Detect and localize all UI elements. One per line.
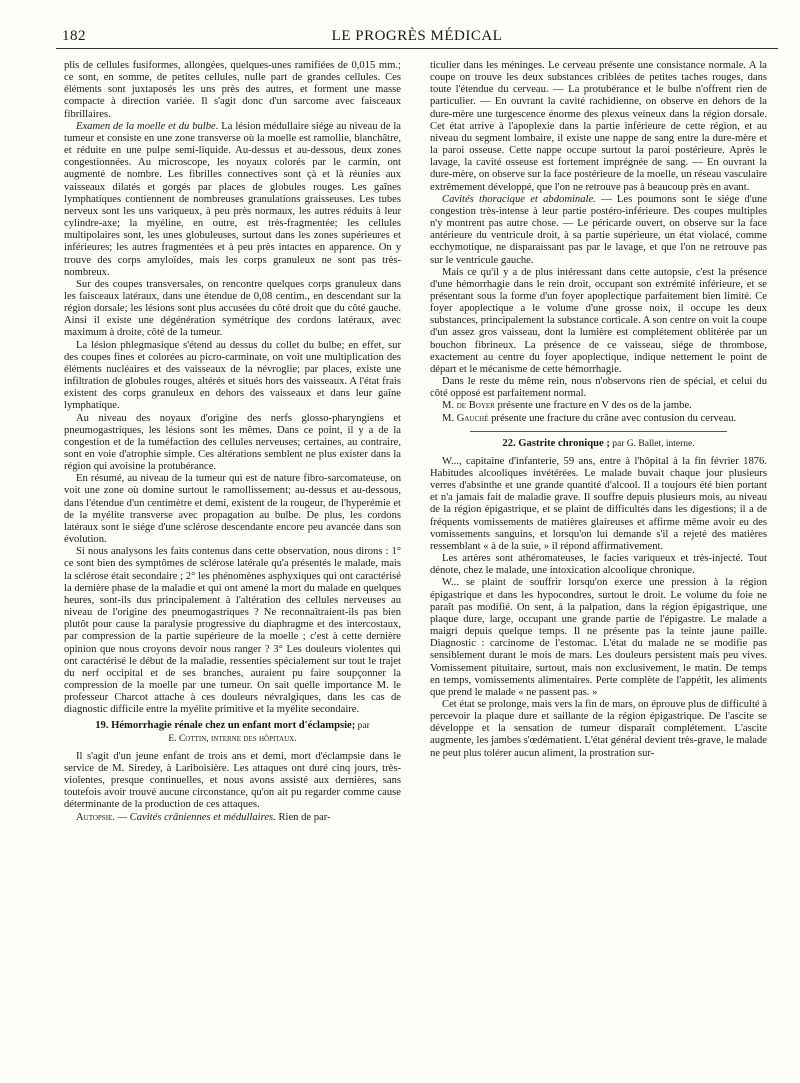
paragraph: Les artères sont athéromateuses, le facies variqueux et très-injecté. Tout dénote, chez le malade, une intoxication alcoolique chronique. <box>430 553 767 577</box>
section-title: 19. Hémorrhagie rénale chez un enfant mort d'éclampsie; <box>95 720 356 732</box>
paragraph-text: présente une fracture en V des os de la jambe. <box>494 400 692 412</box>
paragraph: W... se plaint de souffrir lorsqu'on exerce une pression à la région épigastrique et dans les hypocondres, surtout le droit. Le volume du foie ne paraît pas modifié. On sent, à la palpation, dans la région épigastrique, une plaque dure, large, occupant une grande partie de l'épigastre. Le malade a maigri depuis quelque temps. Il ne présente pas la teinte jaune paille. Diagnostic : carcinome de l'estomac. L'état du malade ne se modifie pas sensiblement durant le mois de mars. Les douleurs persistent mais peu vives. Vomissement pituitaire, surtout, mais non exclusivement, le matin. De temps en temps, vomissements alimentaires. Perte complète de l'appétit, les aliments que prend le malade « ne passent pas. » <box>430 577 767 698</box>
paragraph: plis de cellules fusiformes, allongées, quelques-unes ramifiées de 0,015 mm.; ce sont, en somme, de petites cellules, nulle part de grandes cellules. Ces éléments sont juxtaposés les uns près des autres, et forment une masse compacte à direction variée. Il s'agit donc d'un sarcome avec faisceaux fibrillaires. <box>64 60 401 120</box>
paragraph <box>64 121 401 279</box>
paragraph: Dans le reste du même rein, nous n'observons rien de spécial, et celui du côté opposé est parfaitement normal. <box>430 376 767 400</box>
run-in-subheading: — Cavités crâniennes et médullaires. <box>114 811 276 823</box>
paragraph <box>430 194 767 267</box>
presenter-name: M. de Boyer <box>442 400 495 412</box>
section-heading-22 <box>430 438 767 450</box>
run-in-heading: Autopsie. <box>76 811 115 823</box>
paragraph: Cet état se prolonge, mais vers la fin de mars, on éprouve plus de difficulté à percevoir la plaque dure et saillante de la région épigastrique. De l'ascite se développe et la sensation de tumeur disparaît complétement. L'ascite augmente, les jambes s'œdématient. L'état général devient très-grave, le malade ne peut plus tolérer aucun aliment, la prostration sur- <box>430 698 767 759</box>
section-author: par G. Ballet, interne. <box>609 438 695 449</box>
paragraph <box>64 812 401 824</box>
paragraph-text: présente une fracture du crâne avec contusion du cerveau. <box>488 412 737 424</box>
presenter-name: M. Gauché <box>442 412 489 424</box>
paragraph <box>430 413 767 425</box>
paragraph <box>430 400 767 412</box>
paragraph: W..., capitaine d'infanterie, 59 ans, entre à l'hôpital à la fin février 1876. Habitudes alcooliques invétérées. Le malade buvait chaque jour plusieurs verres d'absinthe et une grande quantité d'alcool. Il a toujours été bien portant et n'a jamais fait de maladie grave. Il souffre depuis plusieurs mois, au niveau de la région épigastrique, et se plaint de difficultés dans les digestions; il a de fréquents vomissements de matières glaireuses et affirme même avoir eu des vomissements sanguins, et lorsqu'on lui demande s'il a rejeté des matières ressemblant « à de la suie, » il répond affirmativement. <box>430 455 767 552</box>
running-title: LE PROGRÈS MÉDICAL <box>331 28 503 44</box>
run-in-heading: Cavités thoracique et abdominale. <box>442 193 596 205</box>
paragraph: Il s'agit d'un jeune enfant de trois ans et demi, mort d'éclampsie dans le service de M. Siredey, à Lariboisière. Les attaques ont duré cinq jours, très-violentes, presque continuelles, et nous avons assisté aux dernières, sans toutefois avoir trouvé aucune circonstance, qu'on ait pu regarder comme cause déterminante de la production de ces attaques. <box>64 750 401 811</box>
left-column <box>64 60 401 824</box>
paragraph: Si nous analysons les faits contenus dans cette observation, nous dirons : 1° ce sont bien des symptômes de sclérose latérale qu'a présentés le malade, mais la sclérose était secondaire ; 2° les phénomènes asphyxiques qui ont caractérisé la dernière phase de la maladie et qui ont amené la mort du malade en quelques heures, sont-ils dus principalement à l'altération des cellules nerveuses au niveau de l'origine des pneumogastriques ? Ne reconnaîtraient-ils pas bien plutôt pour cause la paralysie progressive du diaphragme et des intercostaux, par compression de la partie supérieure de la moelle ; c'est à cette dernière opinion que nous croyons devoir nous ranger ? 3° Les douleurs violentes qui ont caractérisé le début de la maladie, ressenties spécialement sur tout le trajet du nerf occipital et de ses branches, auraient pu faire soupçonner la compression de la moelle par une tumeur. On sait quelle importance M. le professeur Charcot attache à ces douleurs névralgiques, dans les cas de diagnostic difficile entre la myélite primitive et la myélite secondaire. <box>64 546 401 716</box>
run-in-heading: Examen de la moelle et du bulbe. <box>76 120 219 132</box>
right-column <box>430 60 767 760</box>
section-heading-19 <box>64 720 401 744</box>
paragraph: ticulier dans les méninges. Le cerveau présente une consistance normale. A la coupe on trouve les deux substances criblées de petites taches rouges, dans toute l'étendue du cerveau. — La protubérance et le bulbe n'offrent rien de particulier. — En ouvrant la cavité rachidienne, on observe en dehors de la dure-mère une turgescence énorme des plexus veineux dans la région dorsale. Cet état arrive à l'apoplexie dans la partie inférieure de cette région, et au niveau du segment lombaire, il existe une nappe de sang entre la dure-mère et la paroi osseuse. Cette nappe occupe surtout la paroi postérieure. Après le lavage, la cavité osseuse est fortement imprégnée de sang. — En ouvrant la dure-mère, on observe sur la face postérieure de la moelle, un réseau vasculaire extrêmement développé, que l'on ne retrouve pas à beaucoup près en avant. <box>430 60 767 193</box>
paragraph: La lésion phlegmasique s'étend au dessus du collet du bulbe; en effet, sur des coupes fines et colorées au picro-carminate, on voit une multiplication des éléments nucléaires et des vaisseaux de la névroglie; par places, existe une infiltration de globules rouges, altérés et situés hors des vaisseaux. A l'état frais existent des corps granuleux en dehors des vaisseaux et dans leur gaîne lymphatique. <box>64 339 401 412</box>
section-title: 22. Gastrite chronique ; <box>502 437 610 449</box>
page-number: 182 <box>62 28 86 44</box>
paragraph: En résumé, au niveau de la tumeur qui est de nature fibro-sarcomateuse, on voit une zone où domine surtout le ramollissement; au-dessus et au-dessous, dans l'étendue d'un centimètre et demi, existent de la rougeur, de l'hyperémie et de la myélite transverse avec propagation au bulbe. De plus, les cordons latéraux sont le siége d'une sclérose descendante encore peu avancée dans son évolution. <box>64 473 401 546</box>
section-author: E. Cottin, interne des hôpitaux. <box>168 733 297 744</box>
paragraph-text: La lésion médullaire siége au niveau de la tumeur et consiste en une zone transverse où la moelle est ramollie, blanchâtre, et réduite en une pulpe semi-liquide. Au-dessus et au-dessous, deux zones congestionnées. Au microscope, les noyaux colorés par le carmin, ont augmenté de nombre. Les fibrilles connectives sont çà et là réunies aux vaisseaux dilatés et gorgés par places de globules rouges. Les gaînes lymphatiques contiennent de nombreuses granulations graisseuses. Les tubes nerveux sont les uns variqueux, à peu près normaux, les autres réduits à leur cylindre-axe; la myéline, en outre, est très-fragmentée; les cellules multipolaires sont, les unes globuleuses, surtout dans les zones supérieures et inférieures; les autres fragmentées et à peu près intactes en apparence. On y trouve des corps amyloïdes, mais les corps granuleux ne sont pas très-nombreux. <box>64 120 401 278</box>
paragraph-text: Rien de par- <box>275 811 331 823</box>
paragraph: Au niveau des noyaux d'origine des nerfs glosso-pharyngiens et pneumogastriques, les lésions sont les mêmes. Dans ce point, il y a de la congestion et de la tuméfaction des cellules nerveuses; certaines, au contraire, sont en voie d'atrophie simple. Ces altérations semblent ne plus exister dans la région qui avoisine la protubérance. <box>64 412 401 473</box>
section-by: par <box>355 721 370 732</box>
paragraph: Mais ce qu'il y a de plus intéressant dans cette autopsie, c'est la présence d'une hémorrhagie dans le rein droit, occupant son extrémité inférieure, et se présentant sous la forme d'un foyer apoplectique parfaitement bien limité. Ce foyer apoplectique a le volume d'une grosse noix, il occupe les deux substances, principalement la substance corticale. A son centre on voit la coupe d'un assez gros vaisseau, dont la lumière est complétement oblitérée par un bouchon fibrineux. La présence de ce vaisseau, siége de thrombose, exactement au centre du foyer apoplectique, indique nettement le point de départ et le mécanisme de cette hémorrhagie. <box>430 266 767 375</box>
page-header <box>56 26 778 49</box>
section-divider <box>470 431 727 432</box>
paragraph-text: — Les poumons sont le siége d'une congestion très-intense à leur partie postéro-inférieure. Des coupes multiples n'y montrent pas autre chose. — Le péricarde ouvert, on observe sur la face antérieure du ventricule droit, à sa partie supérieure, un état violacé, comme ecchymotique, ne disparaissant pas par le lavage, et que l'on ne retrouve pas sur le ventricule gauche. <box>430 193 767 266</box>
paragraph: Sur des coupes transversales, on rencontre quelques corps granuleux dans les faisceaux latéraux, dans une étendue de 0,08 centim., en descendant sur la région dorsale; les lésions sont plus accusées du côté droit que du côté gauche. Ainsi il existe une dégénération symétrique des cordons latéraux, avec maximum à droite, côté de la tumeur. <box>64 278 401 339</box>
